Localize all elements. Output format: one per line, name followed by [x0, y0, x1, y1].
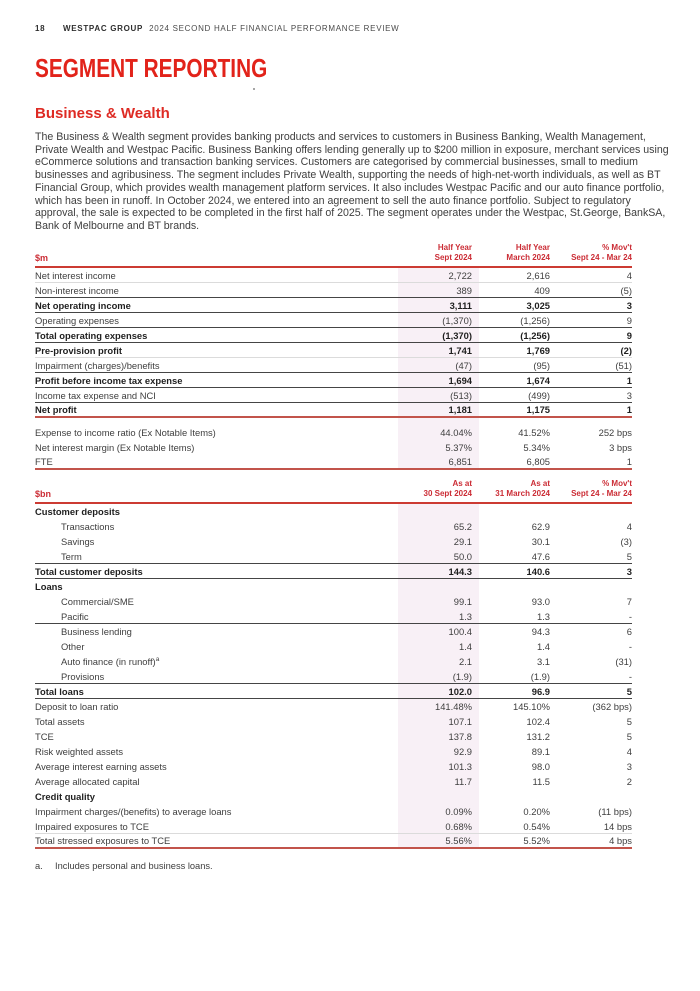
cell-prior: 47.6 — [531, 550, 550, 562]
table-row — [35, 283, 632, 298]
column-header-line: 31 March 2024 — [495, 489, 550, 499]
table-row — [35, 519, 632, 534]
cell-prior: 30.1 — [531, 536, 550, 548]
cell-current: 44.04% — [440, 427, 472, 439]
row-label: TCE — [35, 731, 54, 743]
cell-current: (47) — [455, 359, 472, 371]
cell-prior: 93.0 — [531, 596, 550, 608]
table-unit-label: $m — [35, 253, 49, 264]
cell-movement: 3 — [626, 761, 632, 773]
table-row — [35, 504, 632, 519]
row-label: Total assets — [35, 716, 85, 728]
cell-prior: (1.9) — [530, 670, 550, 682]
cell-current: (1,370) — [442, 329, 472, 341]
cell-current: 92.9 — [453, 746, 472, 758]
cell-current: 11.7 — [454, 776, 472, 788]
cell-movement: 3 — [626, 389, 632, 401]
row-label: Profit before income tax expense — [35, 374, 183, 386]
cell-current: 137.8 — [448, 731, 472, 743]
cell-movement: - — [628, 610, 632, 622]
table-row — [35, 639, 632, 654]
cell-prior: 1.3 — [536, 610, 550, 622]
column-header-line: Sept 24 - Mar 24 — [571, 253, 632, 263]
row-label: Net interest income — [35, 269, 116, 281]
table-row — [35, 729, 632, 744]
table-row — [35, 425, 632, 440]
cell-current: 99.1 — [453, 596, 472, 608]
cell-movement: 1 — [626, 404, 632, 416]
table-body — [35, 268, 632, 470]
income-statement-table — [35, 243, 632, 470]
row-label: Net operating income — [35, 299, 131, 311]
cell-prior: 5.34% — [523, 442, 550, 454]
cell-movement: 5 — [626, 685, 632, 697]
footnote — [35, 861, 672, 871]
row-label: Total stressed exposures to TCE — [35, 835, 171, 847]
cell-prior: 5.52% — [523, 835, 550, 847]
column-header-line: Half Year — [515, 243, 550, 253]
cell-current: 107.1 — [448, 716, 472, 728]
row-label: FTE — [35, 456, 53, 468]
cell-current: 65.2 — [453, 521, 472, 533]
section-title: SEGMENT REPORTING — [35, 53, 268, 83]
cell-current: 0.09% — [445, 806, 472, 818]
row-label: Commercial/SME — [61, 596, 134, 608]
row-label: Pacific — [61, 610, 89, 622]
cell-movement: 3 — [626, 299, 632, 311]
cell-prior: 98.0 — [531, 761, 550, 773]
column-header-prior — [472, 479, 550, 499]
column-header-line: As at — [530, 479, 550, 489]
cell-movement: (31) — [615, 656, 632, 668]
cell-prior: (95) — [533, 359, 550, 371]
cell-movement: (3) — [620, 536, 632, 548]
table-row — [35, 669, 632, 684]
cell-current: 3,111 — [449, 299, 472, 311]
cell-movement: (2) — [620, 344, 632, 356]
table-row — [35, 268, 632, 283]
cell-prior: 41.52% — [518, 427, 550, 439]
segment-title: Business & Wealth — [35, 105, 170, 122]
cell-current: (1,370) — [442, 314, 472, 326]
cell-prior: 89.1 — [531, 746, 550, 758]
table-row — [35, 455, 632, 470]
cell-prior: 1,674 — [526, 374, 550, 386]
cell-prior: 3,025 — [526, 299, 550, 311]
table-unit-label: $bn — [35, 489, 52, 500]
table-row — [35, 759, 632, 774]
cell-current: 0.68% — [445, 820, 472, 832]
cell-movement: 5 — [626, 716, 632, 728]
cell-prior: 102.4 — [526, 716, 550, 728]
row-label: Total loans — [35, 685, 84, 697]
column-header-line: Half Year — [437, 243, 472, 253]
table-row — [35, 358, 632, 373]
table-row — [35, 819, 632, 834]
cell-movement: 3 — [626, 565, 632, 577]
cell-current: 1,181 — [448, 404, 472, 416]
stray-mark — [253, 88, 255, 90]
cell-current: 5.56% — [445, 835, 472, 847]
row-label: Credit quality — [35, 791, 95, 803]
cell-prior: 0.54% — [523, 820, 550, 832]
table-body — [35, 504, 632, 849]
page-number: 18 — [35, 24, 46, 33]
cell-movement: (362 bps) — [592, 701, 632, 713]
cell-prior: 145.10% — [512, 701, 550, 713]
column-header-line: % Mov't — [602, 479, 632, 489]
balance-sheet-table — [35, 479, 632, 849]
table-row — [35, 388, 632, 403]
cell-prior: (1,256) — [520, 329, 550, 341]
cell-current: 29.1 — [453, 536, 472, 548]
column-header-line: Sept 24 - Mar 24 — [571, 489, 632, 499]
footnote-reference: a — [155, 656, 160, 664]
table-row — [35, 804, 632, 819]
cell-movement: - — [628, 641, 632, 653]
cell-current: 1.4 — [458, 641, 472, 653]
row-label: Total operating expenses — [35, 329, 148, 341]
row-label: Impairment (charges)/benefits — [35, 359, 160, 371]
table-row — [35, 440, 632, 455]
cell-current: 1.3 — [458, 610, 472, 622]
cell-current: 50.0 — [453, 550, 472, 562]
cell-movement: 4 — [626, 269, 632, 281]
table-row — [35, 684, 632, 699]
cell-prior: 1.4 — [536, 641, 550, 653]
running-header — [35, 24, 672, 33]
row-label: Net profit — [35, 404, 77, 416]
cell-movement: 4 bps — [609, 835, 632, 847]
row-label: Average interest earning assets — [35, 761, 167, 773]
cell-prior: 3.1 — [536, 656, 550, 668]
table-row — [35, 534, 632, 549]
cell-current: 1,741 — [448, 344, 472, 356]
row-label: Business lending — [61, 626, 132, 638]
table-row — [35, 699, 632, 714]
cell-movement: (51) — [615, 359, 632, 371]
table-row — [35, 609, 632, 624]
cell-prior: 11.5 — [532, 776, 550, 788]
column-header-prior — [472, 243, 550, 263]
cell-current: 144.3 — [448, 565, 472, 577]
cell-current: (513) — [450, 389, 472, 401]
row-label: Average allocated capital — [35, 776, 140, 788]
cell-movement: (11 bps) — [598, 806, 632, 818]
table-spacer — [35, 418, 632, 425]
cell-movement: 14 bps — [603, 820, 632, 832]
table-header — [35, 243, 632, 268]
column-header-line: Sept 2024 — [434, 253, 472, 263]
cell-movement: (5) — [620, 284, 632, 296]
row-label: Other — [61, 641, 85, 653]
table-row — [35, 403, 632, 418]
table-row — [35, 549, 632, 564]
cell-prior: 2,616 — [526, 269, 550, 281]
segment-description: The Business & Wealth segment provides banking products and services to customers in Business Banking, Wealth Management, Private Wealth and Westpac Pacific. Business Banking offers lending generally up to $200 million in exposure, merchant services using eCommerce solutions and transaction banking services. Customers are categorised by commercial businesses, small to medium businesses and agribusiness. The segment includes Private Wealth, supporting the needs of high-net-worth individuals, as well as BT Financial Group, which provides wealth management platform services. It also includes Westpac Pacific and our auto finance portfolio, which has been in runoff. In October 2024, we entered into an agreement to sell the auto finance portfolio. Subject to regulatory approval, the sale is expected to be completed in the first half of 2025. The segment operates under the Westpac, St.George, BankSA, Bank of Melbourne and BT brands. — [35, 131, 669, 232]
table-row — [35, 624, 632, 639]
cell-movement: 3 bps — [609, 442, 632, 454]
cell-current: (1.9) — [452, 670, 472, 682]
row-label: Income tax expense and NCI — [35, 389, 156, 401]
cell-prior: 94.3 — [531, 626, 550, 638]
row-label: Expense to income ratio (Ex Notable Items) — [35, 427, 216, 439]
cell-current: 6,851 — [448, 456, 472, 468]
cell-movement: 4 — [626, 521, 632, 533]
column-header-current — [382, 243, 472, 263]
cell-current: 102.0 — [448, 685, 472, 697]
cell-prior: 131.2 — [526, 731, 550, 743]
cell-movement: 1 — [626, 374, 632, 386]
cell-movement: 5 — [626, 731, 632, 743]
cell-prior: 409 — [534, 284, 550, 296]
row-label: Pre-provision profit — [35, 344, 122, 356]
cell-movement: 252 bps — [598, 427, 632, 439]
cell-prior: 1,769 — [526, 344, 550, 356]
cell-current: 141.48% — [434, 701, 472, 713]
cell-current: 100.4 — [448, 626, 472, 638]
row-label: Impairment charges/(benefits) to average loans — [35, 806, 232, 818]
table-row — [35, 714, 632, 729]
row-label: Savings — [61, 536, 95, 548]
footnote-marker: a. — [35, 861, 43, 872]
cell-movement: 4 — [626, 746, 632, 758]
cell-current: 2,722 — [448, 269, 472, 281]
brand-name: WESTPAC GROUP — [63, 24, 144, 33]
row-label: Net interest margin (Ex Notable Items) — [35, 442, 195, 454]
cell-prior: 1,175 — [526, 404, 550, 416]
table-row — [35, 298, 632, 313]
row-label: Term — [61, 550, 82, 562]
cell-prior: (499) — [528, 389, 550, 401]
table-row — [35, 594, 632, 609]
table-row — [35, 654, 632, 669]
cell-current: 2.1 — [458, 656, 472, 668]
row-label: Customer deposits — [35, 506, 120, 518]
table-row — [35, 328, 632, 343]
row-label: Deposit to loan ratio — [35, 701, 119, 713]
cell-prior: 0.20% — [523, 806, 550, 818]
column-header-movement — [550, 479, 632, 499]
table-row — [35, 564, 632, 579]
row-label: Total customer deposits — [35, 565, 143, 577]
column-header-line: As at — [452, 479, 472, 489]
row-label: Risk weighted assets — [35, 746, 124, 758]
column-header-movement — [550, 243, 632, 263]
table-row — [35, 774, 632, 789]
table-row — [35, 579, 632, 594]
cell-prior: 140.6 — [526, 565, 550, 577]
cell-movement: 9 — [626, 329, 632, 341]
table-header — [35, 479, 632, 504]
cell-movement: 9 — [626, 314, 632, 326]
row-label: Operating expenses — [35, 314, 119, 326]
table-row — [35, 373, 632, 388]
cell-movement: 1 — [626, 456, 632, 468]
column-header-line: March 2024 — [506, 253, 550, 263]
cell-current: 1,694 — [448, 374, 472, 386]
table-row — [35, 313, 632, 328]
cell-prior: 62.9 — [531, 521, 550, 533]
cell-movement: 6 — [626, 626, 632, 638]
table-row — [35, 834, 632, 849]
footnote-text: Includes personal and business loans. — [55, 861, 213, 872]
row-label: Non-interest income — [35, 284, 119, 296]
column-header-line: % Mov't — [602, 243, 632, 253]
row-label: Impaired exposures to TCE — [35, 820, 149, 832]
table-row — [35, 744, 632, 759]
cell-current: 101.3 — [448, 761, 472, 773]
column-header-line: 30 Sept 2024 — [423, 489, 472, 499]
cell-movement: 2 — [626, 776, 632, 788]
cell-movement: - — [628, 670, 632, 682]
row-label: Transactions — [61, 521, 115, 533]
cell-current: 389 — [456, 284, 472, 296]
cell-prior: 96.9 — [531, 685, 550, 697]
table-row — [35, 343, 632, 358]
cell-movement: 5 — [626, 550, 632, 562]
table-row — [35, 789, 632, 804]
cell-current: 5.37% — [445, 442, 472, 454]
cell-prior: 6,805 — [526, 456, 550, 468]
row-label: Auto finance (in runoff)$^a$ — [61, 656, 160, 668]
column-header-current — [382, 479, 472, 499]
row-label: Loans — [35, 581, 63, 593]
cell-prior: (1,256) — [520, 314, 550, 326]
row-label: Provisions — [61, 670, 105, 682]
document-subtitle: 2024 SECOND HALF FINANCIAL PERFORMANCE REVIEW — [149, 24, 400, 33]
cell-movement: 7 — [626, 596, 632, 608]
